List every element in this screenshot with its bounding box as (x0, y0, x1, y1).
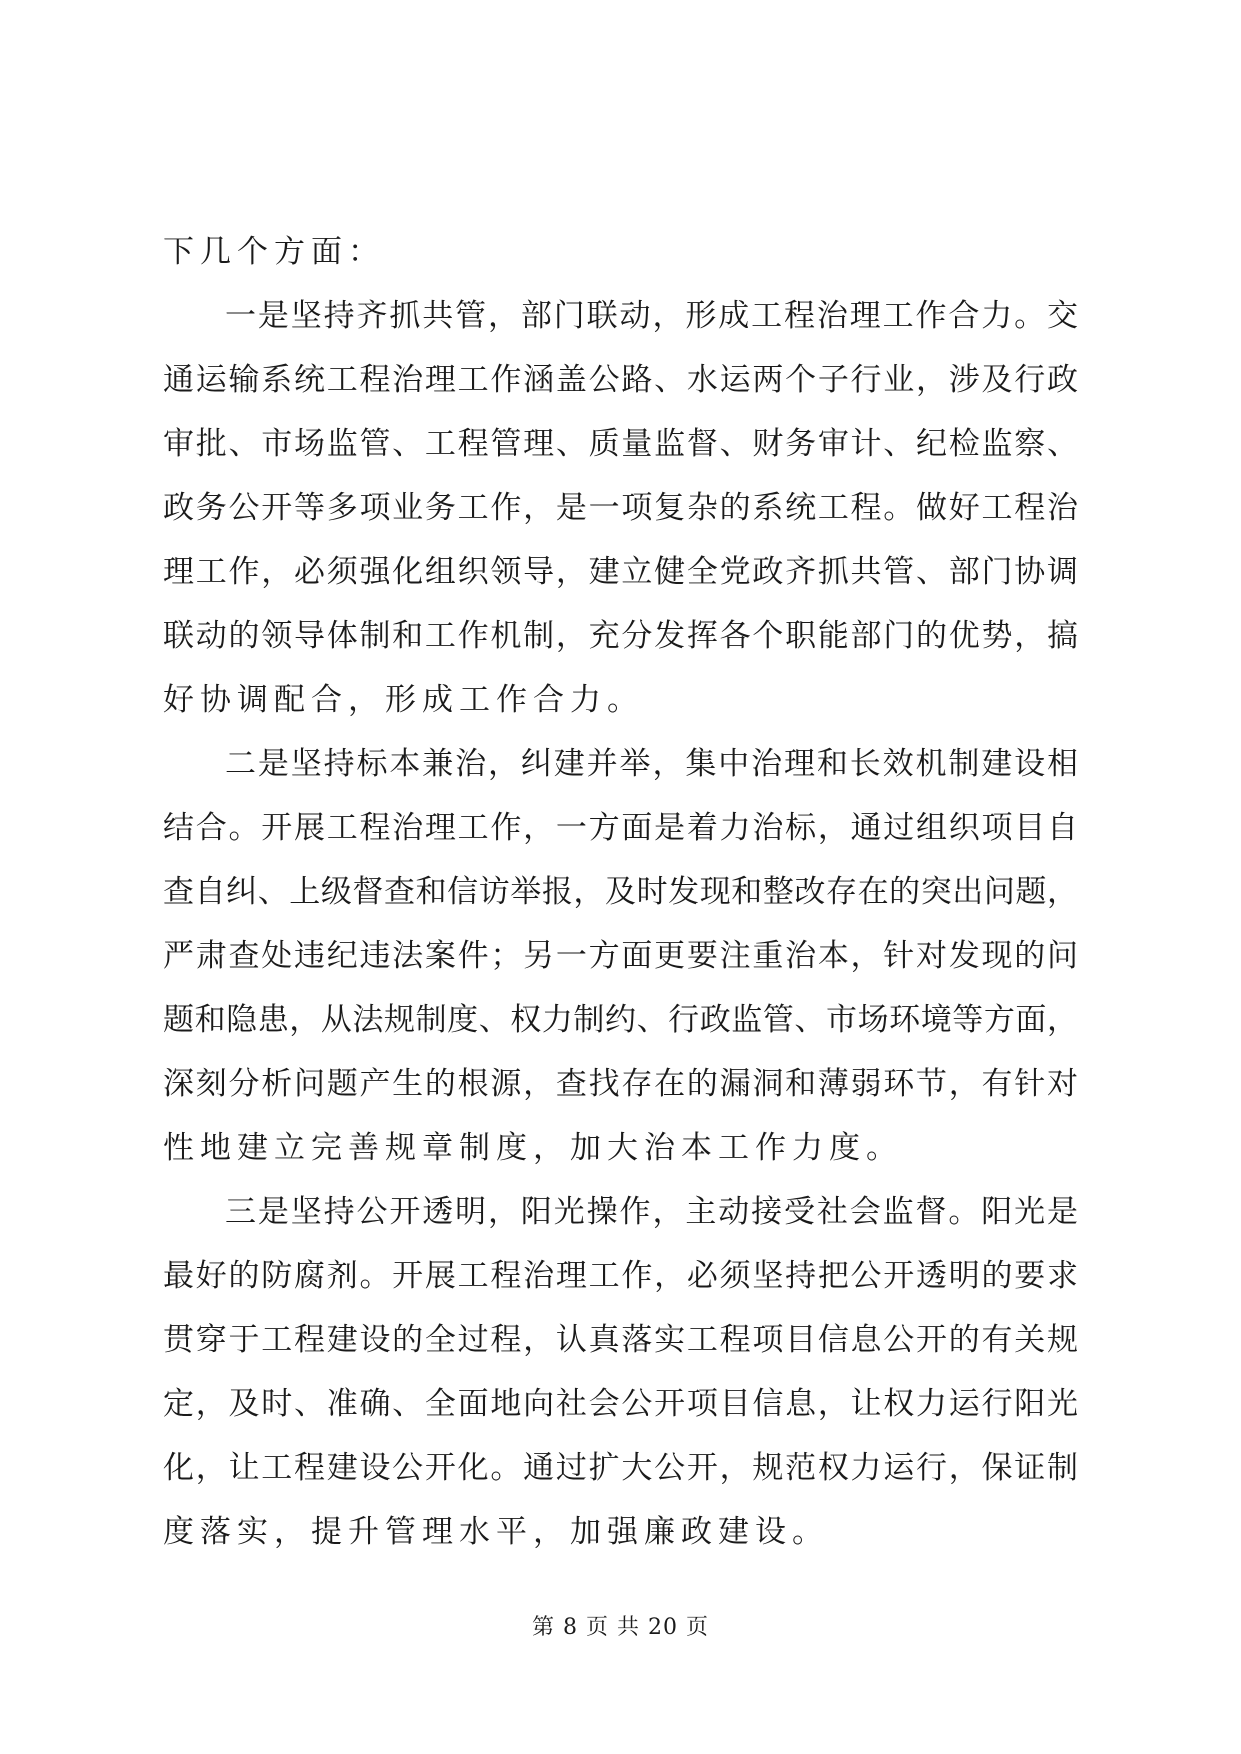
paragraph-line: 题和隐患，从法规制度、权力制约、行政监管、市场环境等方面， (163, 1002, 1078, 1038)
paragraph-line: 三是坚持公开透明，阳光操作，主动接受社会监督。阳光是 (225, 1194, 1078, 1230)
paragraph-line: 好协调配合，形成工作合力。 (163, 682, 644, 718)
paragraph-line: 最好的防腐剂。开展工程治理工作，必须坚持把公开透明的要求 (163, 1258, 1078, 1294)
paragraph-line: 严肃查处违纪违法案件；另一方面更要注重治本，针对发现的问 (163, 938, 1078, 974)
paragraph-line: 审批、市场监管、工程管理、质量监督、财务审计、纪检监察、 (163, 426, 1078, 462)
paragraph-line: 深刻分析问题产生的根源，查找存在的漏洞和薄弱环节，有针对 (163, 1066, 1078, 1102)
paragraph-line: 查自纠、上级督查和信访举报，及时发现和整改存在的突出问题， (163, 874, 1078, 910)
page-number-footer: 第 8 页 共 20 页 (532, 1615, 709, 1640)
paragraph-line: 度落实，提升管理水平，加强廉政建设。 (163, 1514, 829, 1550)
paragraph-line: 政务公开等多项业务工作，是一项复杂的系统工程。做好工程治 (163, 490, 1078, 526)
paragraph-line: 定，及时、准确、全面地向社会公开项目信息，让权力运行阳光 (163, 1386, 1078, 1422)
paragraph-line: 性地建立完善规章制度，加大治本工作力度。 (163, 1130, 903, 1166)
paragraph-line: 二是坚持标本兼治，纠建并举，集中治理和长效机制建设相 (225, 746, 1078, 782)
paragraph-line: 通运输系统工程治理工作涵盖公路、水运两个子行业，涉及行政 (163, 362, 1078, 398)
paragraph-line: 化，让工程建设公开化。通过扩大公开，规范权力运行，保证制 (163, 1450, 1078, 1486)
paragraph-line: 理工作，必须强化组织领导，建立健全党政齐抓共管、部门协调 (163, 554, 1078, 590)
paragraph-line: 贯穿于工程建设的全过程，认真落实工程项目信息公开的有关规 (163, 1322, 1078, 1358)
paragraph-line: 一是坚持齐抓共管，部门联动，形成工程治理工作合力。交 (225, 298, 1078, 334)
paragraph-line: 下几个方面： (163, 234, 385, 270)
document-body (163, 220, 1078, 1564)
paragraph-line: 结合。开展工程治理工作，一方面是着力治标，通过组织项目自 (163, 810, 1078, 846)
paragraph-line: 联动的领导体制和工作机制，充分发挥各个职能部门的优势，搞 (163, 618, 1078, 654)
